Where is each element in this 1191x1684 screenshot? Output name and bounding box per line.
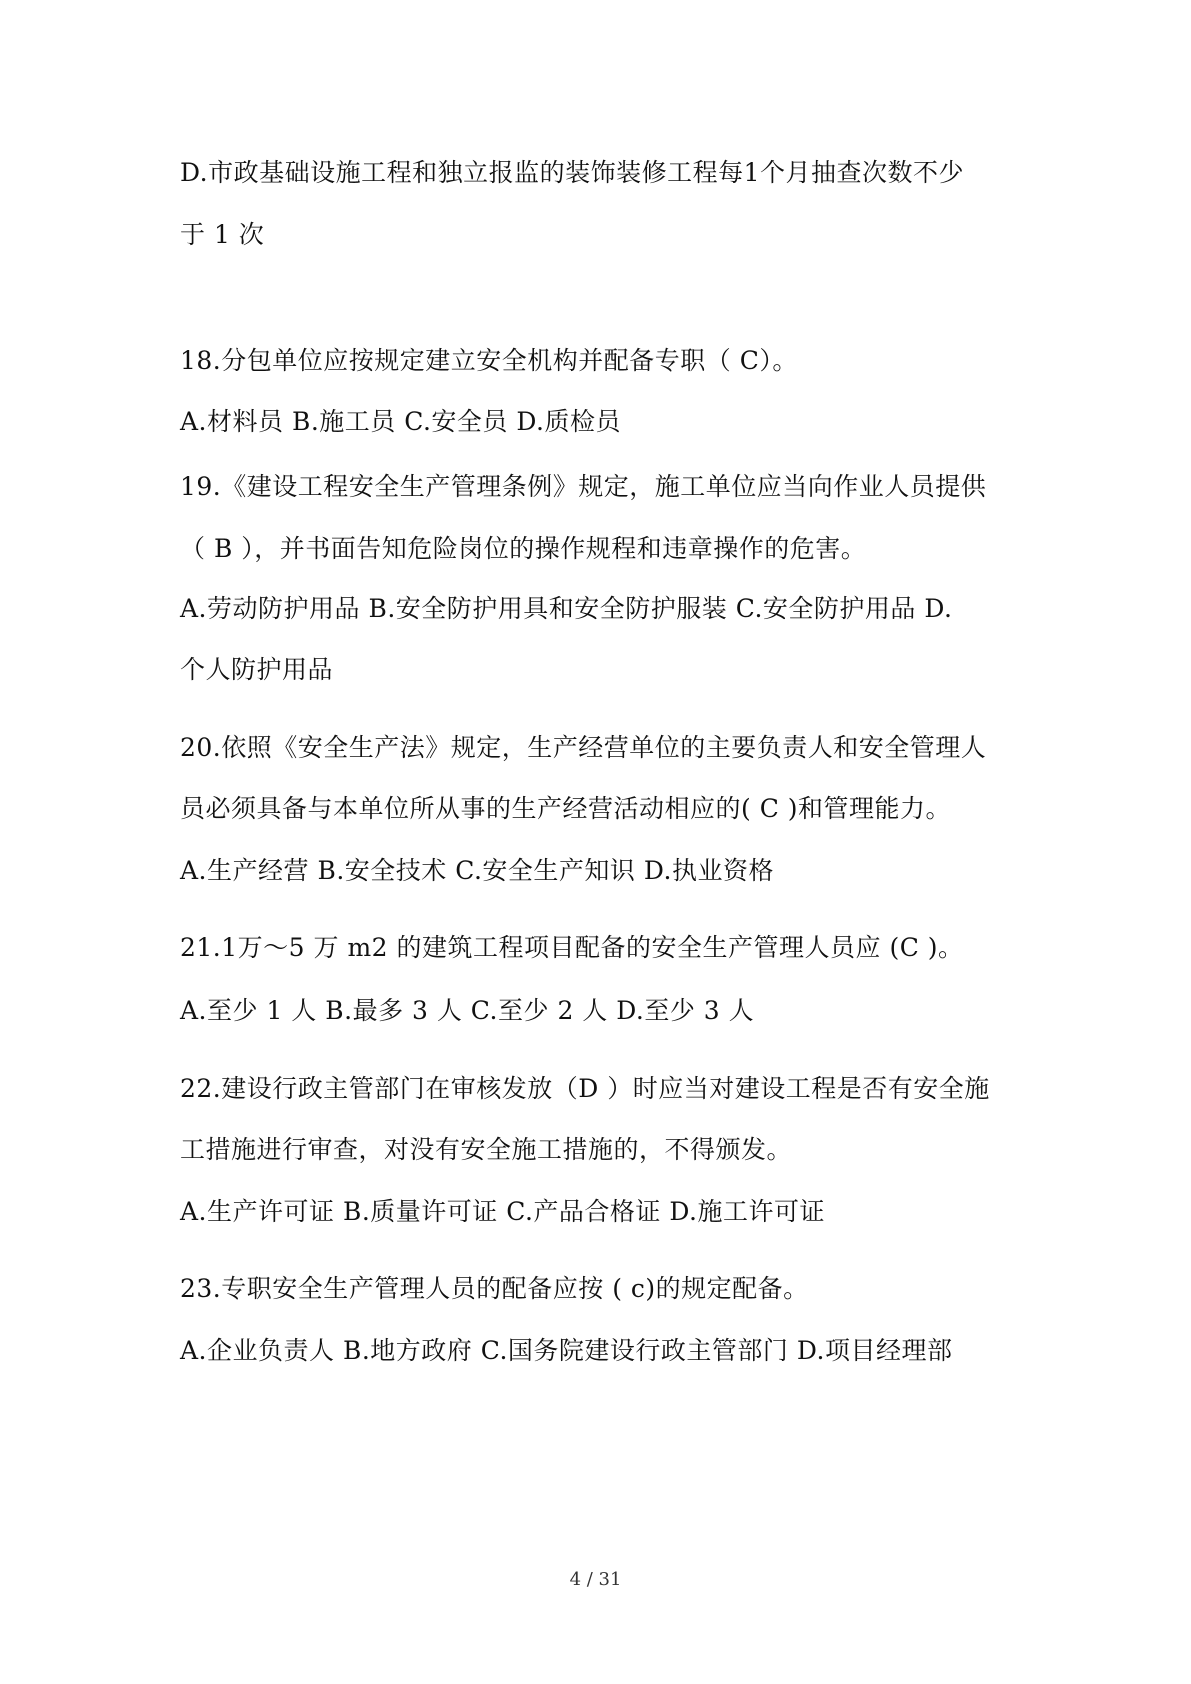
question-21-options: A.至少 1 人 B.最多 3 人 C.至少 2 人 D.至少 3 人	[180, 996, 755, 1025]
question-19-text-line-2: （ B ），并书面告知危险岗位的操作规程和违章操作的危害。	[180, 534, 867, 563]
question-21-text: 21.1万～5 万 m2 的建筑工程项目配备的安全生产管理人员应 (C )。	[180, 933, 964, 962]
question-22-text-line-1: 22.建设行政主管部门在审核发放（D ）时应当对建设工程是否有安全施	[180, 1074, 990, 1103]
question-23-options: A.企业负责人 B.地方政府 C.国务院建设行政主管部门 D.项目经理部	[180, 1336, 953, 1365]
question-19-options-line-1: A.劳动防护用品 B.安全防护用具和安全防护服装 C.安全防护用品 D.	[180, 594, 953, 623]
question-20-text-line-2: 员必须具备与本单位所从事的生产经营活动相应的( C )和管理能力。	[180, 794, 952, 823]
question-20-text-line-1: 20.依照《安全生产法》规定，生产经营单位的主要负责人和安全管理人	[180, 733, 987, 762]
question-23-text: 23.专职安全生产管理人员的配备应按 ( c)的规定配备。	[180, 1274, 809, 1303]
question-17-option-d-line-1: D.市政基础设施工程和独立报监的装饰装修工程每1个月抽查次数不少	[180, 158, 965, 187]
question-18-text: 18.分包单位应按规定建立安全机构并配备专职（ C）。	[180, 346, 798, 375]
question-18-options: A.材料员 B.施工员 C.安全员 D.质检员	[180, 407, 621, 436]
question-20-options: A.生产经营 B.安全技术 C.安全生产知识 D.执业资格	[180, 856, 774, 885]
question-19-text-line-1: 19.《建设工程安全生产管理条例》规定，施工单位应当向作业人员提供	[180, 472, 987, 501]
question-19-options-line-2: 个人防护用品	[180, 655, 334, 684]
question-17-option-d-line-2: 于 1 次	[180, 220, 265, 249]
question-22-options: A.生产许可证 B.质量许可证 C.产品合格证 D.施工许可证	[180, 1197, 825, 1226]
page-number: 4 / 31	[569, 1569, 622, 1590]
question-22-text-line-2: 工措施进行审查，对没有安全施工措施的，不得颁发。	[180, 1135, 793, 1164]
